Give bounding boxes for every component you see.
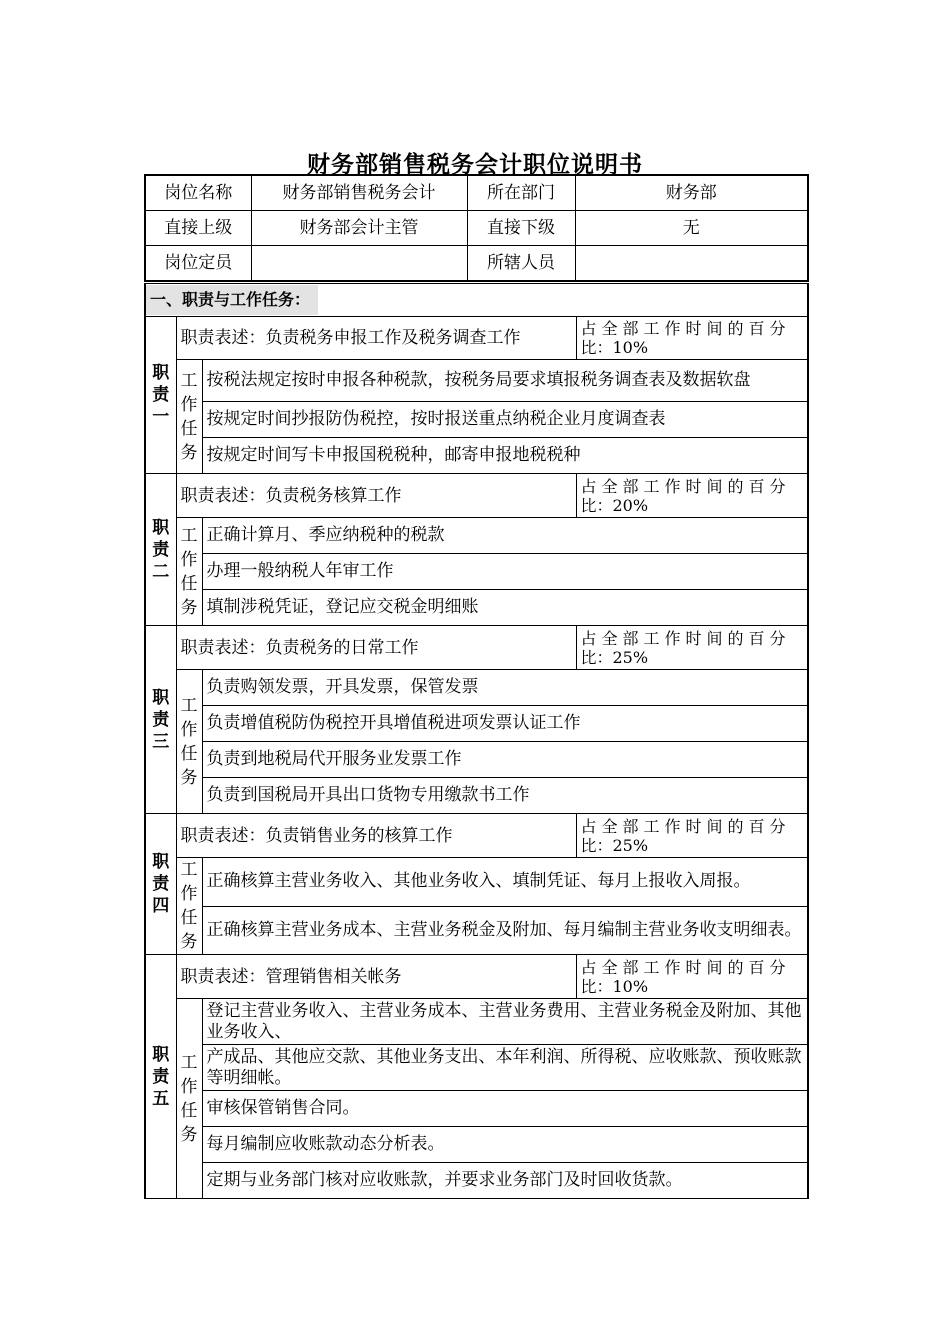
task-column-char: 工 (180, 695, 198, 716)
subordinate-value: 无 (575, 211, 808, 246)
task-row (145, 590, 808, 626)
duty-title-cell (145, 814, 176, 955)
duty-desc-row (145, 317, 808, 360)
task-row (145, 706, 808, 742)
duty-title-char: 责 (152, 709, 170, 730)
duty-title-char: 职 (152, 1044, 170, 1065)
task-item: 按税法规定按时申报各种税款，按税务局要求填报税务调查表及数据软盘 (202, 360, 808, 402)
task-item: 登记主营业务收入、主营业务成本、主营业务费用、主营业务税金及附加、其他业务收入、 (202, 999, 808, 1045)
time-percentage-prefix: 占全部工作时间的百分 (580, 816, 791, 836)
duty-desc-row (145, 626, 808, 670)
task-column-char: 作 (180, 719, 198, 740)
task-column-char: 工 (180, 1052, 198, 1073)
task-row (145, 778, 808, 814)
task-row (145, 670, 808, 706)
post-name-value: 财务部销售税务会计 (251, 175, 467, 211)
task-column-char: 工 (180, 525, 198, 546)
duty-description: 职责表述：负责税务的日常工作 (176, 626, 576, 670)
task-row (145, 999, 808, 1045)
duty-title-char: 责 (152, 385, 170, 405)
task-row (145, 360, 808, 402)
task-column-label (176, 858, 202, 955)
task-row (145, 554, 808, 590)
task-column-char: 任 (180, 573, 198, 594)
duty-title-cell (145, 474, 176, 626)
managed-label: 所辖人员 (467, 246, 575, 282)
task-row (145, 906, 808, 955)
section-header: 一、职责与工作任务： (146, 285, 318, 315)
time-percentage-value: 比：10% (580, 976, 649, 996)
task-item: 正确核算主营业务成本、主营业务税金及附加、每月编制主营业务收支明细表。 (202, 906, 808, 955)
duty-title-char: 职 (152, 687, 170, 708)
post-name-label: 岗位名称 (145, 175, 251, 211)
task-item: 定期与业务部门核对应收账款，并要求业务部门及时回收货款。 (202, 1163, 808, 1199)
time-percentage-cell (576, 626, 808, 670)
task-item: 审核保管销售合同。 (202, 1091, 808, 1127)
task-column-char: 务 (180, 597, 198, 618)
duty-title-char: 四 (152, 896, 170, 916)
time-percentage-cell (576, 474, 808, 518)
time-percentage-value: 比：25% (580, 647, 649, 667)
task-column-label (176, 518, 202, 626)
task-column-char: 作 (180, 1076, 198, 1097)
duty-title-char: 责 (152, 874, 170, 894)
task-item: 填制涉税凭证，登记应交税金明细账 (202, 590, 808, 626)
time-percentage-cell (576, 955, 808, 999)
task-row (145, 858, 808, 907)
basic-info-table (144, 174, 809, 282)
duty-title-cell (145, 626, 176, 814)
task-row (145, 402, 808, 438)
time-percentage-prefix: 占全部工作时间的百分 (580, 628, 791, 648)
task-row (145, 1127, 808, 1163)
task-item: 负责购领发票，开具发票，保管发票 (202, 670, 808, 706)
time-percentage-value: 比：20% (580, 495, 649, 515)
duty-title-char: 二 (152, 561, 170, 582)
task-item: 负责增值税防伪税控开具增值税进项发票认证工作 (202, 706, 808, 742)
dept-value: 财务部 (575, 175, 808, 211)
staffing-value (251, 246, 467, 282)
duty-desc-row (145, 955, 808, 999)
duty-desc-row (145, 474, 808, 518)
task-row (145, 1045, 808, 1091)
task-column-char: 务 (180, 932, 198, 952)
task-item: 正确核算主营业务收入、其他业务收入、填制凭证、每月上报收入周报。 (202, 858, 808, 907)
duty-title-cell (145, 317, 176, 474)
task-column-label (176, 670, 202, 814)
time-percentage-prefix: 占全部工作时间的百分 (580, 476, 791, 496)
duty-desc-row (145, 814, 808, 858)
task-column-char: 作 (180, 549, 198, 570)
time-percentage-value: 比：25% (580, 835, 649, 855)
duty-title-char: 职 (152, 852, 170, 872)
duty-title-char: 五 (152, 1088, 170, 1109)
task-item: 按规定时间抄报防伪税控，按时报送重点纳税企业月度调查表 (202, 402, 808, 438)
time-percentage-prefix: 占全部工作时间的百分 (580, 319, 791, 338)
duty-description: 职责表述：负责税务申报工作及税务调查工作 (176, 317, 576, 360)
task-item: 负责到地税局代开服务业发票工作 (202, 742, 808, 778)
task-column-label (176, 360, 202, 474)
info-row (145, 211, 808, 246)
task-column-char: 作 (180, 884, 198, 904)
task-item: 产成品、其他应交款、其他业务支出、本年利润、所得税、应收账款、预收账款等明细帐。 (202, 1045, 808, 1091)
task-column-char: 务 (180, 767, 198, 788)
time-percentage-cell (576, 317, 808, 360)
task-row (145, 1091, 808, 1127)
task-row (145, 438, 808, 474)
task-item: 按规定时间写卡申报国税税种，邮寄申报地税税种 (202, 438, 808, 474)
staffing-label: 岗位定员 (145, 246, 251, 282)
section-header-cell (145, 284, 808, 317)
duty-title-char: 职 (152, 517, 170, 538)
task-column-char: 作 (180, 394, 198, 415)
superior-label: 直接上级 (145, 211, 251, 246)
time-percentage-prefix: 占全部工作时间的百分 (580, 957, 791, 977)
managed-value (575, 246, 808, 282)
superior-value: 财务部会计主管 (251, 211, 467, 246)
duty-title-char: 职 (152, 363, 170, 383)
time-percentage-cell (576, 814, 808, 858)
task-item: 办理一般纳税人年审工作 (202, 554, 808, 590)
task-column-char: 任 (180, 908, 198, 928)
duty-description: 职责表述：负责税务核算工作 (176, 474, 576, 518)
task-item: 每月编制应收账款动态分析表。 (202, 1127, 808, 1163)
section-header-row (145, 284, 808, 317)
info-row (145, 246, 808, 282)
page-title: 财务部销售税务会计职位说明书 (307, 152, 643, 178)
duty-title-char: 责 (152, 539, 170, 560)
task-column-label (176, 999, 202, 1199)
duty-description: 职责表述：管理销售相关帐务 (176, 955, 576, 999)
task-column-char: 务 (180, 442, 198, 463)
dept-label: 所在部门 (467, 175, 575, 211)
task-row (145, 742, 808, 778)
task-column-char: 任 (180, 418, 198, 439)
task-column-char: 任 (180, 743, 198, 764)
task-item: 正确计算月、季应纳税种的税款 (202, 518, 808, 554)
task-row (145, 518, 808, 554)
task-column-char: 工 (180, 860, 198, 880)
duty-title-char: 一 (152, 407, 170, 427)
task-item: 负责到国税局开具出口货物专用缴款书工作 (202, 778, 808, 814)
duty-description: 职责表述：负责销售业务的核算工作 (176, 814, 576, 858)
time-percentage-value: 比：10% (580, 338, 649, 357)
duty-title-char: 三 (152, 731, 170, 752)
task-column-char: 务 (180, 1124, 198, 1145)
info-row (145, 175, 808, 211)
subordinate-label: 直接下级 (467, 211, 575, 246)
task-column-char: 工 (180, 370, 198, 391)
duty-title-cell (145, 955, 176, 1199)
task-row (145, 1163, 808, 1199)
duty-title-char: 责 (152, 1066, 170, 1087)
task-column-char: 任 (180, 1100, 198, 1121)
duty-table (144, 283, 809, 1199)
